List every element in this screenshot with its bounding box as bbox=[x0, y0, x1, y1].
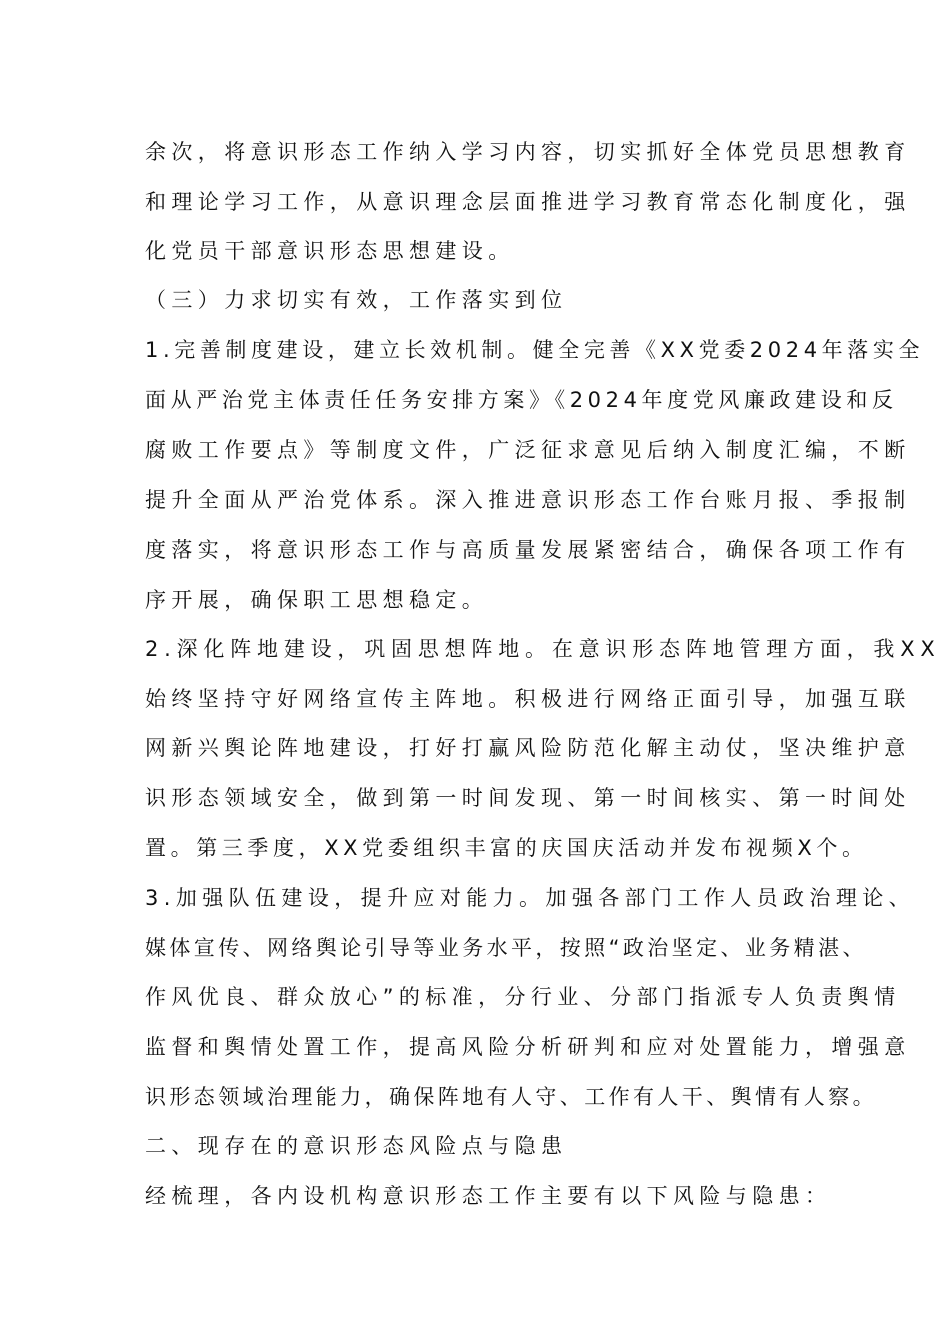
text-line: 腐败工作要点》等制度文件，广泛征求意见后纳入制度汇编，不断 bbox=[145, 438, 911, 462]
text-line: 始终坚持守好网络宣传主阵地。积极进行网络正面引导，加强互联 bbox=[145, 687, 911, 711]
section-heading: 二、现存在的意识形态风险点与隐患 bbox=[145, 1134, 568, 1158]
text-line: 识形态领域治理能力，确保阵地有人守、工作有人干、舆情有人察。 bbox=[145, 1085, 877, 1109]
section-heading: （三）力求切实有效，工作落实到位 bbox=[145, 288, 568, 312]
text-line: 2.深化阵地建设，巩固思想阵地。在意识形态阵地管理方面，我XX bbox=[145, 637, 941, 661]
text-line: 作风优良、群众放心”的标准，分行业、分部门指派专人负责舆情 bbox=[145, 985, 901, 1009]
text-line: 提升全面从严治党体系。深入推进意识形态工作台账月报、季报制 bbox=[145, 488, 911, 512]
text-line: 3.加强队伍建设，提升应对能力。加强各部门工作人员政治理论、 bbox=[145, 886, 916, 910]
text-line: 置。第三季度，XX党委组织丰富的庆国庆活动并发布视频X个。 bbox=[145, 836, 868, 860]
text-line: 网新兴舆论阵地建设，打好打赢风险防范化解主动仗，坚决维护意 bbox=[145, 736, 911, 760]
text-line: 经梳理，各内设机构意识形态工作主要有以下风险与隐患： bbox=[145, 1184, 832, 1208]
text-line: 1.完善制度建设，建立长效机制。健全完善《XX党委2024年落实全 bbox=[145, 338, 925, 362]
text-line: 度落实，将意识形态工作与高质量发展紧密结合，确保各项工作有 bbox=[145, 538, 911, 562]
text-line: 识形态领域安全，做到第一时间发现、第一时间核实、第一时间处 bbox=[145, 786, 911, 810]
text-line: 面从严治党主体责任任务安排方案》《2024年度党风廉政建设和反 bbox=[145, 388, 898, 412]
text-line: 余次，将意识形态工作纳入学习内容，切实抓好全体党员思想教育 bbox=[145, 140, 911, 164]
text-line: 和理论学习工作，从意识理念层面推进学习教育常态化制度化，强 bbox=[145, 190, 911, 214]
text-line: 序开展，确保职工思想稳定。 bbox=[145, 588, 489, 612]
text-line: 监督和舆情处置工作，提高风险分析研判和应对处置能力，增强意 bbox=[145, 1035, 911, 1059]
text-line: 化党员干部意识形态思想建设。 bbox=[145, 239, 515, 263]
text-line: 媒体宣传、网络舆论引导等业务水平，按照“政治坚定、业务精湛、 bbox=[145, 936, 867, 960]
